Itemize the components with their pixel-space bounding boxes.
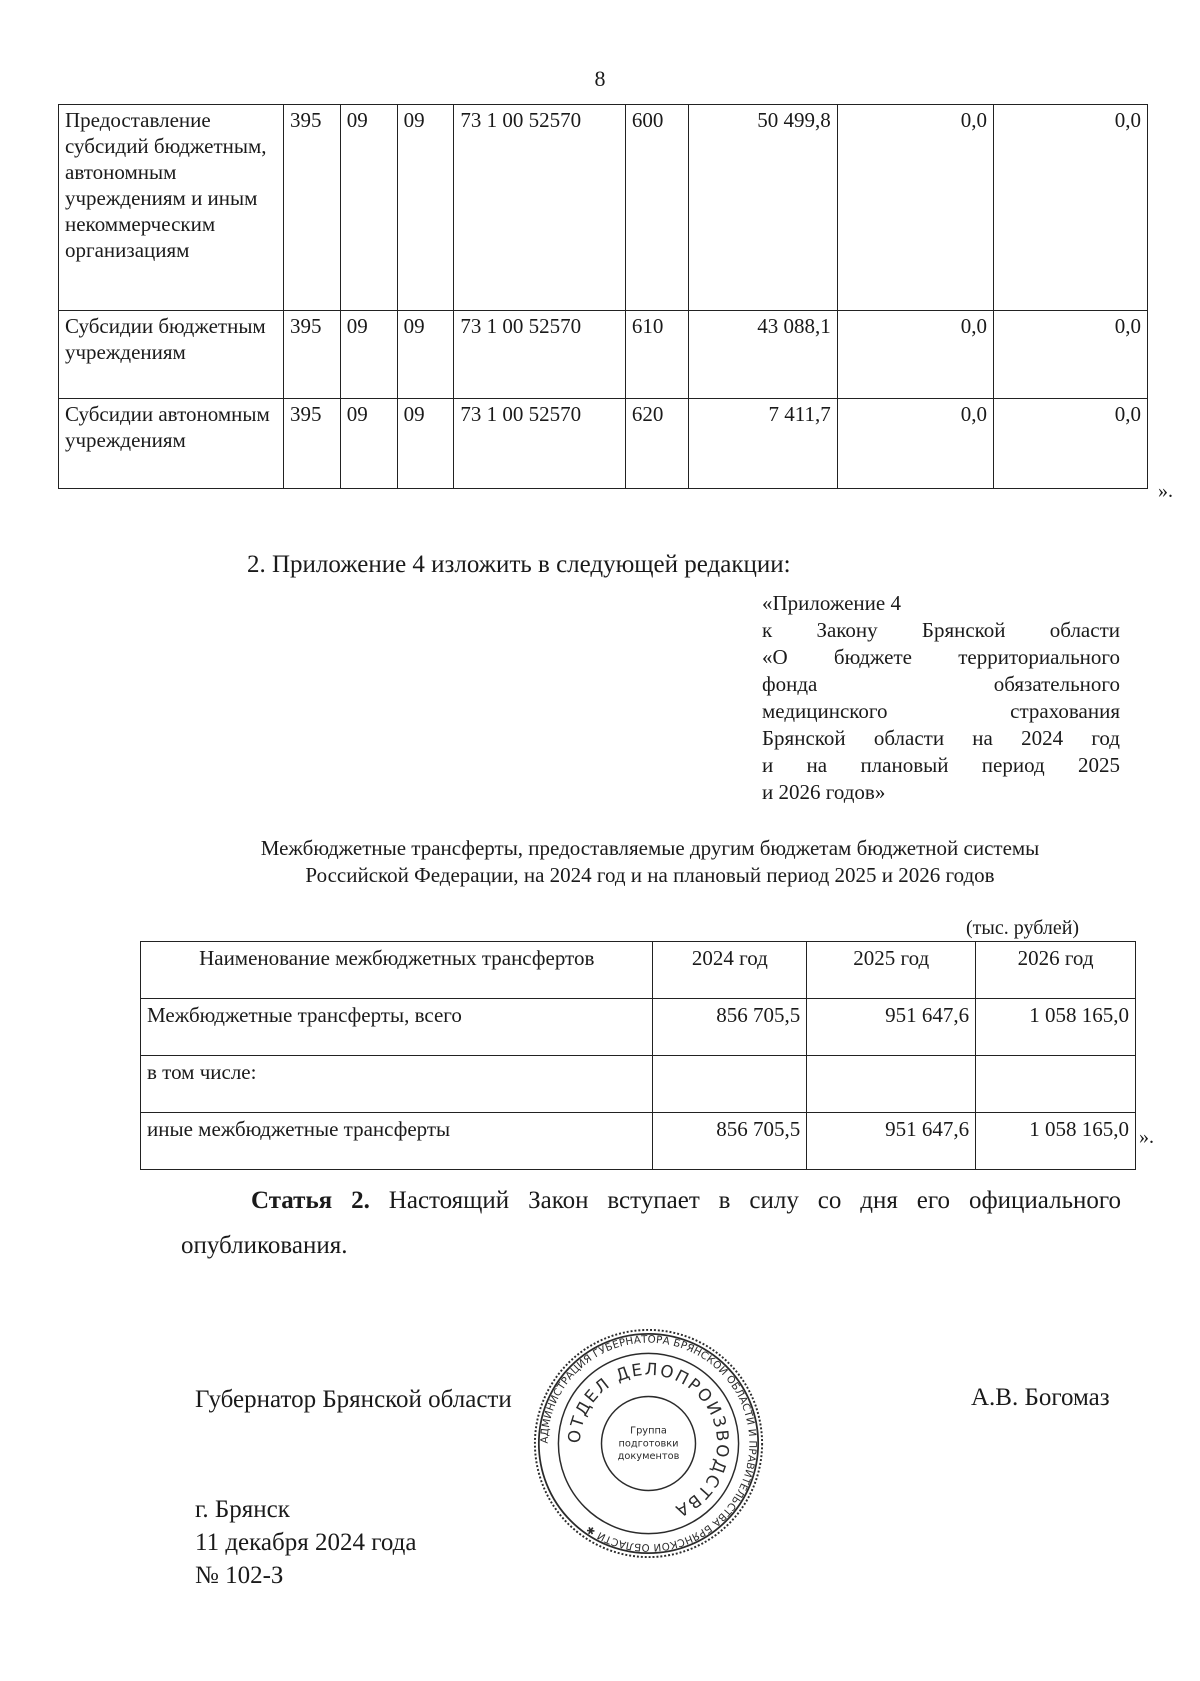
stamp-outer-text: АДМИНИСТРАЦИЯ ГУБЕРНАТОРА БРЯНСКОЙ ОБЛАСТИ И ПРАВИТЕЛЬСТВА БРЯНСКОЙ ОБЛАСТИ ✱ xyxy=(538,1333,759,1554)
appendix-line: к Закону Брянской области xyxy=(762,618,1120,642)
row-name: иные межбюджетные трансферты xyxy=(141,1113,653,1170)
cell-section: 09 xyxy=(340,399,397,489)
cell-2025: 0,0 xyxy=(837,399,993,489)
stamp-center-text: Группа подготовки документов xyxy=(617,1425,680,1463)
date: 11 декабря 2024 года xyxy=(195,1529,417,1556)
cell-section: 09 xyxy=(340,311,397,399)
column-header: Наименование межбюджетных трансфертов xyxy=(141,942,653,999)
cell-2024: 856 705,5 xyxy=(653,999,807,1056)
table-row xyxy=(141,999,1136,1056)
transfers-table xyxy=(140,941,1136,1170)
place-date-block xyxy=(195,1493,416,1592)
signatory-name: А.В. Богомаз xyxy=(971,1384,1110,1411)
cell-subsection: 09 xyxy=(397,311,454,399)
appendix-line: медицинского страхования xyxy=(762,699,1120,723)
cell-grbs: 395 xyxy=(284,105,341,311)
table-row xyxy=(141,1113,1136,1170)
table-row xyxy=(59,105,1148,311)
article-label: Статья 2. xyxy=(251,1187,370,1214)
column-header: 2025 год xyxy=(807,942,976,999)
cell-target-article: 73 1 00 52570 xyxy=(454,105,625,311)
cell-subsection: 09 xyxy=(397,399,454,489)
cell-2024 xyxy=(653,1056,807,1113)
table-row xyxy=(59,399,1148,489)
closing-quote: ». xyxy=(1139,1126,1154,1148)
budget-table xyxy=(58,104,1148,489)
appendix-line: «Приложение 4 xyxy=(762,591,901,615)
appendix-line: «О бюджете территориального xyxy=(762,645,1120,669)
cell-target-article: 73 1 00 52570 xyxy=(454,311,625,399)
cell-2026 xyxy=(976,1056,1136,1113)
official-stamp xyxy=(531,1326,766,1561)
cell-section: 09 xyxy=(340,105,397,311)
cell-grbs: 395 xyxy=(284,311,341,399)
transfers-title-line: Российской Федерации, на 2024 год и на плановый период 2025 и 2026 годов xyxy=(305,863,995,887)
row-name: в том числе: xyxy=(141,1056,653,1113)
cell-2026: 0,0 xyxy=(993,311,1147,399)
cell-2024: 43 088,1 xyxy=(689,311,838,399)
cell-2026: 1 058 165,0 xyxy=(976,1113,1136,1170)
cell-2024: 50 499,8 xyxy=(689,105,838,311)
cell-2026: 0,0 xyxy=(993,399,1147,489)
appendix-line: Брянской области на 2024 год xyxy=(762,726,1120,750)
cell-2026: 1 058 165,0 xyxy=(976,999,1136,1056)
appendix-line: фонда обязательного xyxy=(762,672,1120,696)
cell-2025 xyxy=(807,1056,976,1113)
appendix-line: и на плановый период 2025 xyxy=(762,753,1120,777)
cell-target-article: 73 1 00 52570 xyxy=(454,399,625,489)
cell-2026: 0,0 xyxy=(993,105,1147,311)
article-text: Настоящий Закон вступает в силу со дня его официального опубликования. xyxy=(181,1187,1121,1259)
row-name: Предоставление субсидий бюджетным, автономным учреждениям и иным некоммерческим организациям xyxy=(59,105,284,311)
column-header: 2026 год xyxy=(976,942,1136,999)
stamp-middle-text: ОТДЕЛ ДЕЛОПРОИЗВОДСТВА xyxy=(564,1359,733,1522)
amendment-item-2: 2. Приложение 4 изложить в следующей редакции: xyxy=(247,551,791,578)
article-2 xyxy=(181,1178,1121,1268)
cell-expense-type: 610 xyxy=(625,311,688,399)
row-name: Субсидии бюджетным учреждениям xyxy=(59,311,284,399)
cell-expense-type: 600 xyxy=(625,105,688,311)
cell-2024: 7 411,7 xyxy=(689,399,838,489)
appendix-line: и 2026 годов» xyxy=(762,780,886,804)
signatory-title: Губернатор Брянской области xyxy=(195,1386,512,1413)
transfers-title xyxy=(100,835,1200,889)
cell-2025: 0,0 xyxy=(837,105,993,311)
table-row xyxy=(141,1056,1136,1113)
page-number: 8 xyxy=(594,66,606,91)
cell-2025: 951 647,6 xyxy=(807,1113,976,1170)
row-name: Межбюджетные трансферты, всего xyxy=(141,999,653,1056)
table-row xyxy=(59,311,1148,399)
cell-subsection: 09 xyxy=(397,105,454,311)
city: г. Брянск xyxy=(195,1496,290,1523)
units-label: (тыс. рублей) xyxy=(966,917,1080,939)
transfers-title-line: Межбюджетные трансферты, предоставляемые другим бюджетам бюджетной системы xyxy=(260,836,1040,860)
cell-2025: 0,0 xyxy=(837,311,993,399)
law-number: № 102-З xyxy=(195,1562,284,1589)
appendix-header xyxy=(762,590,1120,806)
closing-quote: ». xyxy=(1158,480,1173,502)
cell-2025: 951 647,6 xyxy=(807,999,976,1056)
row-name: Субсидии автономным учреждениям xyxy=(59,399,284,489)
column-header: 2024 год xyxy=(653,942,807,999)
cell-2024: 856 705,5 xyxy=(653,1113,807,1170)
cell-grbs: 395 xyxy=(284,399,341,489)
table-header-row xyxy=(141,942,1136,999)
cell-expense-type: 620 xyxy=(625,399,688,489)
